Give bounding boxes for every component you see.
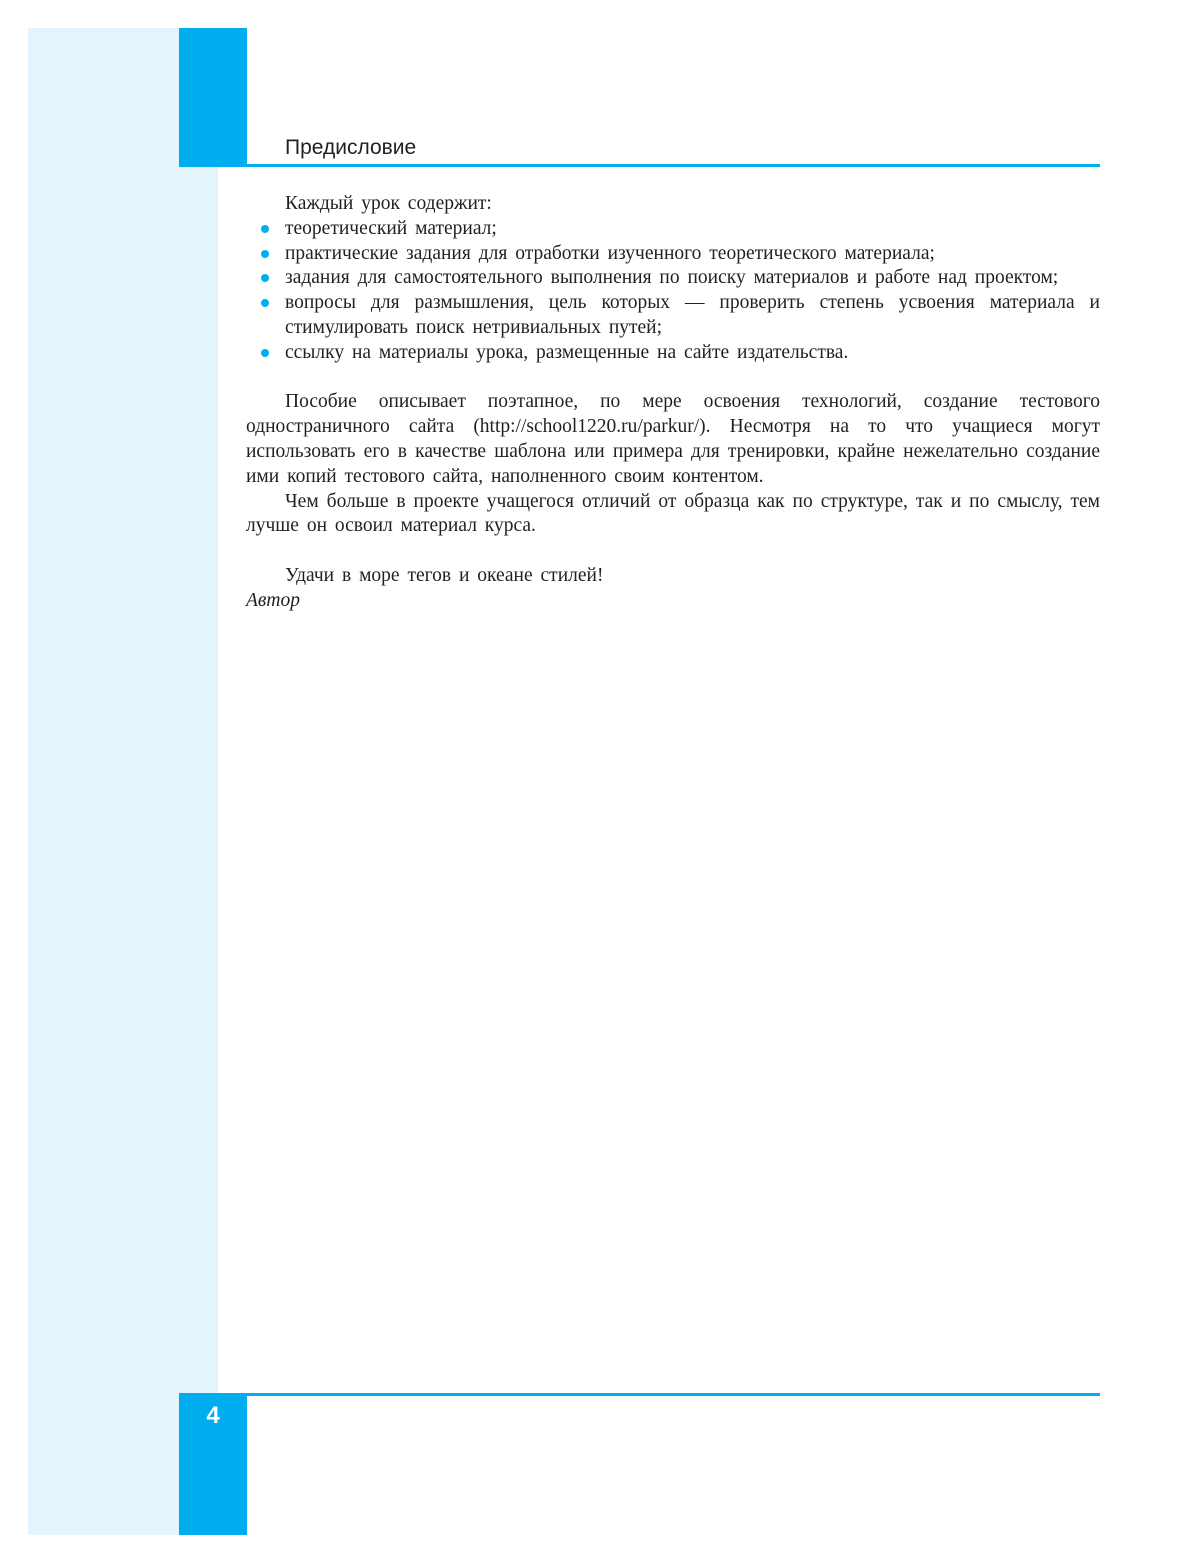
running-title: Предисловие <box>285 136 417 159</box>
list-item <box>285 341 1100 366</box>
bullet-icon <box>261 225 269 233</box>
paragraph-originality: Чем больше в проекте учащегося отличий от образца как по структуре, так и по смыслу, тем лучше он освоил материал курса. <box>246 490 1100 537</box>
bullet-icon <box>261 274 269 282</box>
list-item-text: практические задания для отработки изученного теоретического материала; <box>285 242 935 264</box>
list-item-text: ссылку на материалы урока, размещенные на сайте издательства. <box>285 341 849 363</box>
list-item <box>285 242 1100 267</box>
author-signature: Автор <box>246 589 300 611</box>
page-number: 4 <box>206 1402 220 1429</box>
list-item-text: вопросы для размышления, цель которых — проверить степень усвоения материала и стимулировать поиск нетривиальных путей; <box>285 292 1100 338</box>
bullet-icon <box>261 349 269 357</box>
lesson-intro: Каждый урок содержит: <box>285 193 492 214</box>
page-body <box>246 192 1100 614</box>
list-item <box>285 217 1100 242</box>
closing-wish: Удачи в море тегов и океане стилей! <box>285 564 604 586</box>
lesson-contents-list <box>246 217 1100 366</box>
bullet-icon <box>261 299 269 307</box>
header-rule <box>179 164 1100 167</box>
bullet-icon <box>261 250 269 258</box>
list-item-text: задания для самостоятельного выполнения по поиску материалов и работе над проектом; <box>285 267 1059 289</box>
list-item <box>285 291 1100 341</box>
paragraph-site-description: Пособие описывает поэтапное, по мере освоения технологий, создание тестового одностраничного сайта (http://school1220.ru/parkur/). Несмотря на то что учащиеся могут использовать его в качестве шаблона или примера для тренировки, крайне нежелательно создание ими копий тестового сайта, наполненного своим контентом. <box>246 391 1100 487</box>
list-item <box>285 266 1100 291</box>
header-color-band <box>179 28 247 166</box>
footer-rule <box>179 1393 1100 1396</box>
list-item-text: теоретический материал; <box>285 217 497 239</box>
margin-tint <box>28 28 218 1535</box>
